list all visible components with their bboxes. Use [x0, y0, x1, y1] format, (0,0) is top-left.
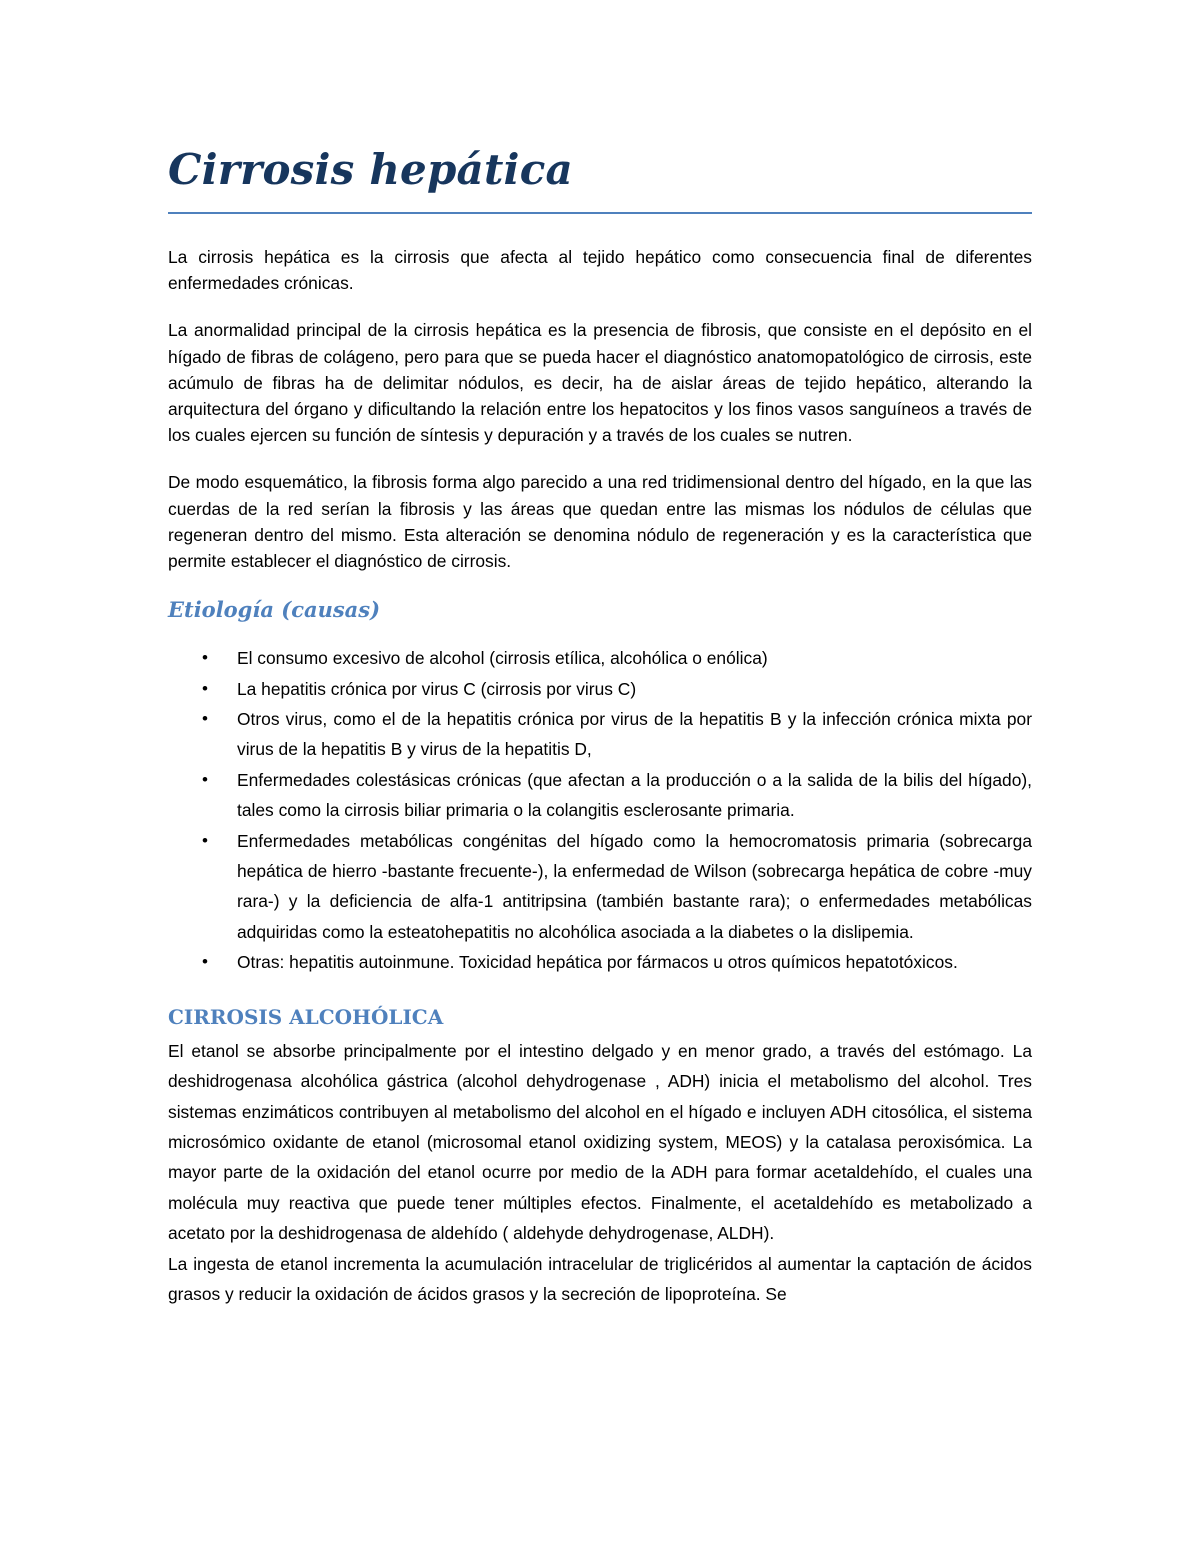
bullet-icon: • — [202, 830, 208, 850]
list-item-text: Otras: hepatitis autoinmune. Toxicidad hepática por fármacos u otros químicos hepatotóxicos. — [237, 952, 958, 973]
list-item — [168, 826, 1032, 948]
bullet-icon: • — [202, 678, 208, 698]
intro-paragraph-2: La anormalidad principal de la cirrosis hepática es la presencia de fibrosis, que consiste en el depósito en el hígado de fibras de colágeno, pero para que se pueda hacer el diagnóstico anatomopatológico de cirrosis, este acúmulo de fibras ha de delimitar nódulos, es decir, ha de aislar áreas de tejido hepático, alterando la arquitectura del órgano y dificultando la relación entre los hepatocitos y los finos vasos sanguíneos a través de los cuales ejercen su función de síntesis y depuración y a través de los cuales se nutren. — [168, 320, 1032, 446]
etiology-list — [168, 643, 1032, 977]
list-item — [168, 643, 1032, 673]
bullet-icon: • — [202, 709, 208, 729]
bullet-icon: • — [202, 769, 208, 789]
alcoholic-cirrhosis-heading: CIRROSIS ALCOHÓLICA — [168, 1004, 444, 1029]
list-item-text: La hepatitis crónica por virus C (cirrosis por virus C) — [237, 678, 637, 699]
intro-paragraph-1: La cirrosis hepática es la cirrosis que afecta al tejido hepático como consecuencia final de diferentes enfermedades crónicas. — [168, 247, 1032, 294]
document-page — [168, 140, 1032, 1309]
list-item — [168, 704, 1032, 765]
alcoholic-paragraph-2: La ingesta de etanol incrementa la acumulación intracelular de triglicéridos al aumentar la captación de ácidos grasos y reducir la oxidación de ácidos grasos y la secreción de lipoproteína. Se — [168, 1253, 1032, 1304]
list-item-text: Enfermedades colestásicas crónicas (que afectan a la producción o a la salida de la bilis del hígado), tales como la cirrosis biliar primaria o la colangitis esclerosante primaria. — [237, 769, 1032, 821]
intro-paragraph-3: De modo esquemático, la fibrosis forma algo parecido a una red tridimensional dentro del hígado, en la que las cuerdas de la red serían la fibrosis y las áreas que quedan entre las mismas los nódulos de células que regeneran dentro del mismo. Esta alteración se denomina nódulo de regeneración y es la característica que permite establecer el diagnóstico de cirrosis. — [168, 472, 1032, 572]
list-item-text: El consumo excesivo de alcohol (cirrosis etílica, alcohólica o enólica) — [237, 648, 768, 669]
title-underline — [168, 212, 1032, 214]
etiology-heading: Etiología (causas) — [168, 597, 381, 623]
list-item — [168, 947, 1032, 977]
list-item-text: Otros virus, como el de la hepatitis crónica por virus de la hepatitis B y la infección crónica mixta por virus de la hepatitis B y virus de la hepatitis D, — [237, 709, 1032, 760]
list-item — [168, 765, 1032, 826]
document-title: Cirrosis hepática — [168, 145, 573, 194]
list-item-text: Enfermedades metabólicas congénitas del hígado como la hemocromatosis primaria (sobrecarga hepática de hierro -bastante frecuente-), la enfermedad de Wilson (sobrecarga hepática de cobre -muy rara-) y la deficiencia de alfa-1 antitripsina (también bastante rara); o enfermedades metabólicas adquiridas como la esteatohepatitis no alcohólica asociada a la diabetes o la dislipemia. — [237, 830, 1032, 942]
list-item — [168, 674, 1032, 704]
alcoholic-paragraph-1: El etanol se absorbe principalmente por el intestino delgado y en menor grado, a través del estómago. La deshidrogenasa alcohólica gástrica (alcohol dehydrogenase , ADH) inicia el metabolismo del alcohol. Tres sistemas enzimáticos contribuyen al metabolismo del alcohol en el hígado e incluyen ADH citosólica, el sistema microsómico oxidante de etanol (microsomal etanol oxidizing system, MEOS) y la catalasa peroxisómica. La mayor parte de la oxidación del etanol ocurre por medio de la ADH para formar acetaldehído, el cuales una molécula muy reactiva que puede tener múltiples efectos. Finalmente, el acetaldehído es metabolizado a acetato por la deshidrogenasa de aldehído ( aldehyde dehydrogenase, ALDH). — [168, 1040, 1032, 1244]
bullet-icon: • — [202, 648, 208, 668]
bullet-icon: • — [202, 952, 208, 972]
